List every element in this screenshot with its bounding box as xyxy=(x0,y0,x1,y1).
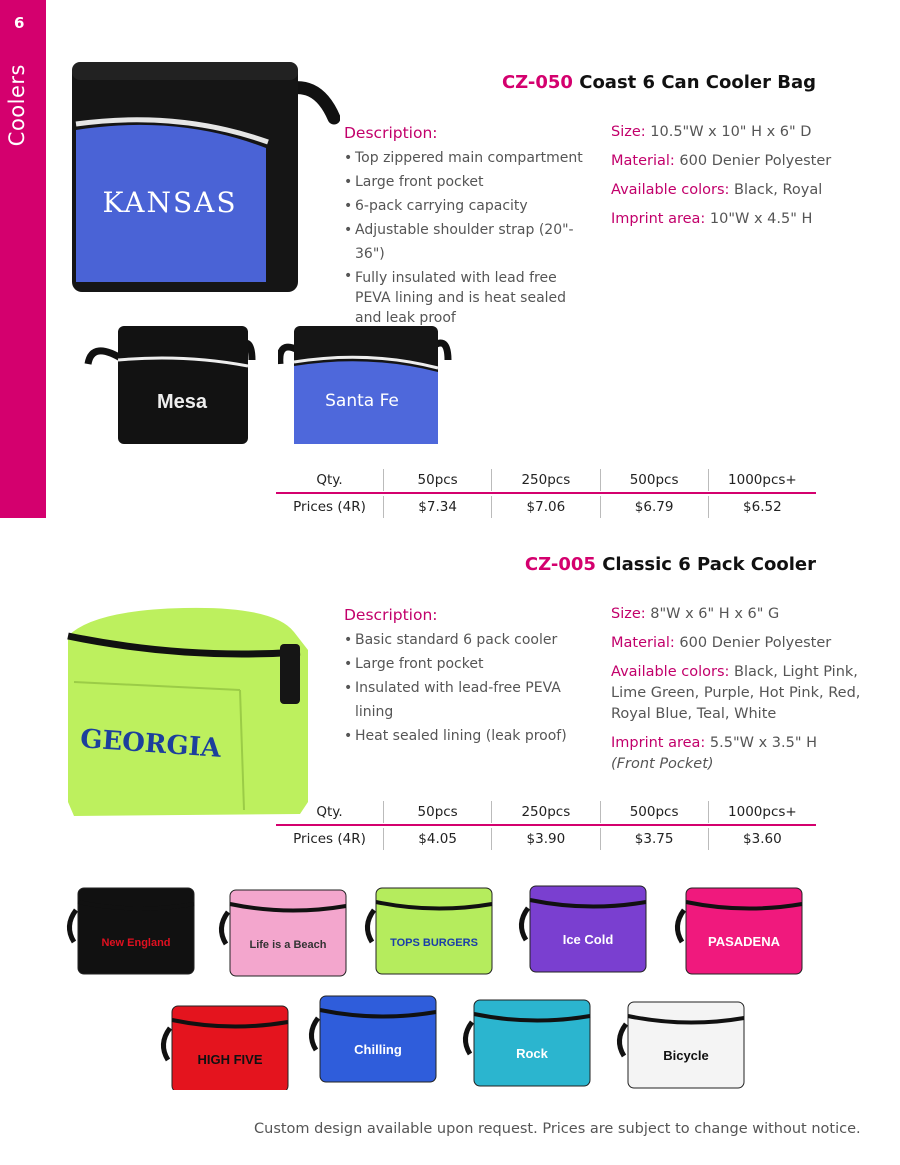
product-name: Classic 6 Pack Cooler xyxy=(602,554,816,575)
qty-cell: 50pcs xyxy=(383,801,491,823)
swatch-cooler xyxy=(465,1000,590,1086)
price-cell: $7.06 xyxy=(491,496,599,518)
price-label: Prices (4R) xyxy=(293,831,366,847)
swatch-cooler xyxy=(163,1006,288,1090)
swatch-imprint: HIGH FIVE xyxy=(197,1052,263,1067)
product-title-cz050 xyxy=(502,72,816,93)
spec-value: Black, Light Pink, Lime Green, Purple, Hot Pink, Red, Royal Blue, Teal, White xyxy=(611,664,861,722)
qty-cell: 250pcs xyxy=(491,801,599,823)
feature-item: • Large front pocket xyxy=(344,652,590,676)
qty-cell: 1000pcs+ xyxy=(708,801,816,823)
swatch-imprint: New England xyxy=(101,937,171,949)
swatch-cooler xyxy=(677,888,802,974)
spec-value: 600 Denier Polyester xyxy=(674,153,832,169)
swatch-cooler xyxy=(521,886,646,972)
mesa-imprint: Mesa xyxy=(156,391,208,413)
description-cz005 xyxy=(344,606,590,748)
swatch-cooler xyxy=(367,888,492,974)
description-cz050 xyxy=(344,124,590,328)
swatch-imprint: TOPS BURGERS xyxy=(390,937,478,949)
feature-item: • Heat sealed lining (leak proof) xyxy=(344,724,590,748)
spec-note: (Front Pocket) xyxy=(611,756,714,772)
spec-value: 8"W x 6" H x 6" G xyxy=(645,606,780,622)
spec-label: Imprint area: xyxy=(611,735,706,751)
swatch-imprint: PASADENA xyxy=(708,934,780,949)
product-code: CZ-005 xyxy=(524,554,596,575)
kansas-imprint: KANSAS xyxy=(102,186,238,219)
price-table-cz050 xyxy=(276,468,816,520)
spec-value: 5.5"W x 3.5" H xyxy=(705,735,818,751)
specs-cz005 xyxy=(611,604,861,783)
feature-item: • Insulated with lead-free PEVA lining xyxy=(344,676,590,724)
feature-item: • 6-pack carrying capacity xyxy=(344,194,590,218)
page-number: 6 xyxy=(14,14,25,32)
spec-label: Size: xyxy=(611,606,646,622)
spec-imprint xyxy=(611,733,861,775)
qty-cell: 250pcs xyxy=(491,469,599,491)
swatch-imprint: Life is a Beach xyxy=(249,939,327,951)
swatch-cooler xyxy=(221,890,346,976)
swatch-imprint: Bicycle xyxy=(663,1048,709,1063)
spec-label: Available colors: xyxy=(611,664,730,680)
qty-cell: 1000pcs+ xyxy=(708,469,816,491)
feature-item: • Adjustable shoulder strap (20"- 36") xyxy=(344,218,590,266)
mesa-cooler-image xyxy=(84,320,256,448)
swatch-imprint: Chilling xyxy=(354,1042,402,1057)
georgia-imprint: GEORGIA xyxy=(79,724,222,764)
specs-cz050 xyxy=(611,122,861,238)
qty-label: Qty. xyxy=(316,472,343,488)
description-heading: Description: xyxy=(344,606,438,624)
qty-cell: 500pcs xyxy=(600,469,708,491)
spec-label: Size: xyxy=(611,124,646,140)
swatch-cooler xyxy=(311,996,436,1082)
spec-size xyxy=(611,122,861,143)
spec-label: Material: xyxy=(611,153,675,169)
qty-label: Qty. xyxy=(316,804,343,820)
section-label: Coolers xyxy=(5,64,29,147)
spec-material xyxy=(611,633,861,654)
spec-label: Imprint area: xyxy=(611,211,706,227)
swatch-cooler xyxy=(619,1002,744,1088)
feature-item: • Basic standard 6 pack cooler xyxy=(344,628,590,652)
swatch-cooler xyxy=(69,888,194,974)
santa-fe-imprint: Santa Fe xyxy=(325,391,399,411)
product-title-cz005 xyxy=(525,554,816,575)
swatch-imprint: Rock xyxy=(516,1046,548,1061)
spec-size xyxy=(611,604,861,625)
spec-colors xyxy=(611,180,861,201)
price-cell: $6.52 xyxy=(708,496,816,518)
price-cell: $6.79 xyxy=(600,496,708,518)
spec-imprint xyxy=(611,209,861,230)
spec-colors xyxy=(611,662,861,725)
spec-label: Available colors: xyxy=(611,182,730,198)
price-cell: $7.34 xyxy=(383,496,491,518)
feature-item: • Large front pocket xyxy=(344,170,590,194)
product-name: Coast 6 Can Cooler Bag xyxy=(579,72,816,93)
kansas-cooler-image xyxy=(68,56,340,296)
qty-cell: 50pcs xyxy=(383,469,491,491)
spec-value: 600 Denier Polyester xyxy=(674,635,832,651)
swatch-imprint: Ice Cold xyxy=(562,932,614,947)
santa-fe-cooler-image xyxy=(278,320,452,448)
georgia-cooler-image xyxy=(64,602,318,826)
price-table-cz005 xyxy=(276,800,816,852)
price-cell: $3.60 xyxy=(708,828,816,850)
price-label: Prices (4R) xyxy=(293,499,366,515)
color-swatch-coolers xyxy=(60,876,820,1090)
spec-value: 10.5"W x 10" H x 6" D xyxy=(645,124,812,140)
price-cell: $3.90 xyxy=(491,828,599,850)
description-heading: Description: xyxy=(344,124,438,142)
spec-material xyxy=(611,151,861,172)
qty-cell: 500pcs xyxy=(600,801,708,823)
footer-disclaimer: Custom design available upon request. Prices are subject to change without notice. xyxy=(254,1121,861,1137)
product-code: CZ-050 xyxy=(501,72,573,93)
spec-label: Material: xyxy=(611,635,675,651)
price-cell: $4.05 xyxy=(383,828,491,850)
spec-value: 10"W x 4.5" H xyxy=(705,211,813,227)
price-cell: $3.75 xyxy=(600,828,708,850)
feature-item: • Fully insulated with lead free PEVA lining and is heat sealed and leak proof xyxy=(344,266,574,328)
spec-value: Black, Royal xyxy=(729,182,823,198)
feature-item: • Top zippered main compartment xyxy=(344,146,590,170)
section-tab xyxy=(0,0,46,518)
